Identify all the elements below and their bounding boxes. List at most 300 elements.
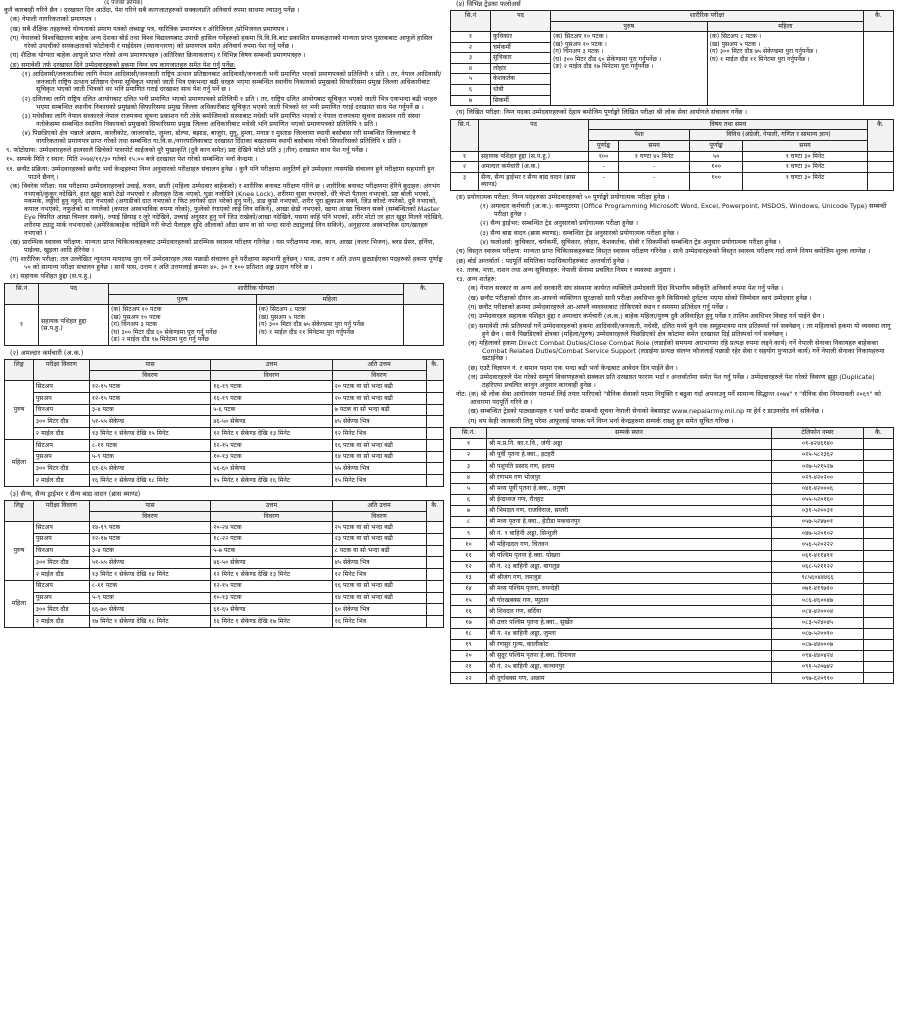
header-remarks: कै. [426, 500, 443, 521]
header-post: पद [491, 11, 551, 32]
contact-sn: १८ [451, 628, 487, 639]
table-cell: १६ मिनेट १ सेकेण्ड देखि १८ मिनेट [89, 475, 210, 487]
contact-place: श्री पूर्वी पृतना हे.क्वा., इटहरी [487, 450, 772, 461]
contact-sn: १४ [451, 584, 487, 595]
contact-sn: १० [451, 539, 487, 550]
table-cell: १६ मिनेट १ सेकेण्ड देखि १७ मिनेट [211, 616, 332, 628]
subheader-detail: विवरण [89, 511, 210, 522]
table-row [5, 616, 444, 628]
contact-place: श्री महिन्द्रदल गण, चितवन [487, 539, 772, 550]
practical-item: १३. अन्य शर्तहरु: [456, 275, 497, 284]
table-cell: - [589, 172, 619, 190]
table-cell: १०० [690, 162, 743, 173]
remarks-cell [426, 592, 443, 604]
table-row [5, 428, 444, 440]
term-item: (ज) उम्मेदवारहरुले पेश गरेको सम्पूर्ण विवरणहरुको सक्कल प्रति दरखास्त फाराम भर्दा र अन्तर्वार्तामा समेत पेश गर्नु पर्नेछ । उम्मेदवारहरुले पेश गरेको विवरण झुट्ठा (Duplicate) ठहरिएमा प्रचलित कानुन अनुसार कारवाही हुनेछ । [468, 373, 875, 389]
table-cell: ५० [690, 151, 743, 162]
t1-header-post: पद [39, 284, 109, 305]
table-cell: १०-१३ पटक [211, 451, 332, 463]
table-cell: १८-२२ पटक [211, 533, 332, 545]
remarks-cell [426, 428, 443, 440]
document-item: (ग) नेपालको विश्वविद्यालय बाहेक अन्य देशका बोर्ड तथा विश्व विद्यालयबाट उपाधी हासिल गर्नेहरुको हकमा त्रि.वि.वि.बाट प्रकाशित समकक्षताको मान्यता प्राप्त पुस्तकबाट आफूले हासिल गरेको उपाधीको समकक्षताको फोटोकपी र माईग्रेसन (स्थानान्तरण) को प्रमाणपत्र समेत अनिवार्य रुपमा पेश गर्नु पर्नेछ । [10, 34, 433, 50]
table-cell: १ घण्टा ४५ मिनेट [619, 151, 690, 162]
table-cell: १२-१५ पटक [211, 439, 332, 451]
table-row [5, 557, 444, 569]
table-cell: १३ मिनेट १ सेकेण्ड देखि १४ मिनेट [89, 569, 210, 581]
table-cell: १६ पटक वा सो भन्दा बढी [332, 580, 426, 592]
t1-female-line: (क) सिटअप ८ पटक [258, 306, 306, 314]
table-cell: १०० [589, 151, 619, 162]
table-row [5, 592, 444, 604]
table-row [5, 381, 444, 393]
table-cell: २० पटक वा सो भन्दा बढी [332, 392, 426, 404]
remarks-cell [864, 572, 894, 583]
t1-female-line: (घ) १ माईल दौड ११ मिनेटमा पुरा गर्नुपर्नेछ [258, 328, 355, 336]
row-post: कुचिकार [491, 32, 551, 43]
physical-fitness-table-1 [4, 283, 444, 346]
male-line: (ङ) २ माईल दौड १७ मिनेटमा पुरा गर्नुपर्नेछ । [553, 63, 654, 71]
table-cell: ५६-६० सेकेण्ड [211, 463, 332, 475]
contact-phone: ०६१-४११४११ [772, 550, 864, 561]
term-item: (च) महिलाको हकमा Direct Combat Duties/Close Combat Role (लडाईको समयमा अग्रभागमा रहि प्रत्यक्ष रुपमा लड्ने कार्य) गर्ने नेपाली सेनाका निकायहरु बाहेकका Combat Related Duties/Combat Service Support (लडाईमा प्रत्यक्ष संलग्न फौजलाई पछाडी रहेर सेवा र सहयोग पुऱ्याउने कार्य) गर्ने नेपाली सेनाका निकायहरुमा खटाईनेछ । [468, 338, 885, 363]
subheader-detail: विवरण [211, 370, 332, 381]
contact-sn: १६ [451, 606, 487, 617]
table-cell: २ माईल दौड [33, 475, 89, 487]
header-male: पुरुष [551, 21, 708, 32]
t1-male-line: (घ) ३०० मिटर दौड ६० सेकेण्डमा पुरा गर्नु पर्नेछ [111, 328, 217, 336]
contact-sn: २२ [451, 673, 487, 684]
group-misc: विविध (अंग्रेजी, नेपाली, गणित र सामान्य ज्ञान) [690, 130, 868, 141]
remarks-cell [864, 528, 894, 539]
remarks-cell [426, 604, 443, 616]
table-cell: ५-९ पटक [89, 592, 210, 604]
female-line: (क) सिटअप ८ पटक । [709, 33, 762, 41]
contact-place: श्री मध्य पूर्वी पृतना हे.क्वा., धनुषा [487, 483, 772, 494]
table-row [5, 416, 444, 428]
table-cell: - [619, 162, 690, 173]
table-row [451, 606, 894, 617]
contact-place: श्री म.प्र.नि. का.र.वि., जंगी अड्डा [487, 439, 772, 450]
header-test: परीक्षा विवरण [33, 360, 89, 381]
remarks-cell [864, 450, 894, 461]
header-remarks: कै. [864, 11, 894, 32]
quota-item: (२) दलितका लागि राष्ट्रिय दलित आयोगबाट दलित भनी प्रमाणित भएको प्रमाणपत्रको प्रतिलिपी १ प्रति । तर, राष्ट्रिय दलित आयोगबाट सूचिकृत भएको जाती भित्र एकभन्दा बढी थरहरु भएमा सम्बन्धित स्थानीय निकायको प्रमुखको सिफारिसमा प्रमुख जिल्ला अधिकारीबाट सूचिकृत भएको जाती भित्रको थर भनी प्रमाणित गराई दरखास्त साथ पेश गर्नुपर्ने छ । [22, 94, 438, 111]
numbered-section: ९. फोटोग्राफ: उम्मेदवारहरुले हालसालै खिचेको पासपोर्ट साईजको पुरै मुखाकृति (दुवै कान समेत) प्रष्ट देखिने फोटो प्रति ३ (तीन) दरखास्त साथ पेश गर्नु पर्नेछ । [6, 146, 368, 155]
subheader: समय [619, 141, 690, 152]
contact-phone: ०९४-४४०४२४ [772, 651, 864, 662]
female-line: (घ) १ माईल दौड ११ मिनेटमा पुरा गर्नुपर्नेछ । [709, 55, 810, 63]
header-post: पद [479, 119, 589, 151]
term-item: (ग) छनौट परीक्षाको क्रममा उम्मेदवारहरुले आ-आफ्नै व्यवस्थाबाट तोकिएको स्थान र समयमा प्रतिवेदन गर्नु पर्नेछ । [468, 303, 728, 312]
table-row [5, 569, 444, 581]
table-cell: १०-१३ पटक [211, 592, 332, 604]
table-cell: ५-९ पटक [89, 451, 210, 463]
table-row [451, 461, 894, 472]
contact-place: श्री ईन्द्रध्वज गण, रौतहट [487, 494, 772, 505]
table-cell: २ माईल दौड [33, 616, 89, 628]
remarks-cell [864, 483, 894, 494]
contact-phone: ०८७-४४०००७ [772, 639, 864, 650]
row-sn: ६ [451, 84, 491, 95]
table-cell: २ माईल दौड [33, 428, 89, 440]
left-column [4, 0, 444, 1024]
header-good: उत्तम [211, 360, 332, 371]
remarks-cell [426, 569, 443, 581]
table-cell: ३-४ पटक [89, 545, 210, 557]
table-cell: ८-११ पटक [89, 439, 210, 451]
table-cell: ६६-७० सेकेण्ड [89, 604, 210, 616]
t1-post: सहायक पशिहत हुद्दा (स.प.हु.) [39, 305, 109, 346]
table-cell: ५५ सेकेण्ड भित्र [332, 463, 426, 475]
document-item: (ख) सबै शैक्षिक तहहरुको योग्यताको प्रमाण पत्रको लब्धाङ्क पत्र, चारित्रिक प्रमाणपत्र र ओरिजिनल /प्रोभिजनल प्रमाणपत्र । [10, 24, 289, 33]
table-row [451, 32, 894, 43]
contact-phone: ०८७-५२००१० [772, 628, 864, 639]
contact-phone: ०८३-५२४०४५ [772, 617, 864, 628]
table-row [451, 628, 894, 639]
table-row [451, 550, 894, 561]
quota-item: (४) पिछडिएको क्षेत्र भन्नाले अछाम, कालीकोट, जाजरकोट, जुम्ला, डोल्पा, बझाङ, बाजुरा, मुगु, हुम्ला, मनाङ र मुस्ताङ जिल्लामा स्थायी बसोबास गरी सम्बन्धित जिल्लाबाट नै नागरिकताको प्रमाणपत्र प्राप्त गरेको तथा सम्बन्धित गा.वि.स./नगरपालिकाबाट दरखास्त दिँदाका बखतसम्म स्थायी बसोबास गरेको सिफारिसको प्रतिलिपि १ प्रति । [22, 128, 416, 145]
contact-sn: २० [451, 651, 487, 662]
male-line: (ग) चिनअप ३ पटक । [553, 48, 604, 56]
practical-item: (४) फलोअर्स: कुचिकार, चर्मकर्मी, सुचिकार, लोहार, केशकर्तक, धोबी र सिकर्मीको सम्बन्धित ट्रेड अनुसार प्रयोगात्मक परीक्षा हुनेछ । [480, 237, 781, 246]
table-row [5, 522, 444, 534]
numbered-section: ११. छनौट प्रक्रिया: उम्मेदवारहरुको छनौट भर्ना केन्द्रहरुमा निम्न अनुसारको परीक्षाहरु संचालन हुनेछ । कुनै पनि परीक्षामा अनुतिर्ण हुने उम्मेदवार त्यसपछि संचालन हुने परीक्षामा सहभागी हुन पाउने छैनन् । [6, 164, 435, 181]
remarks-cell [426, 439, 443, 451]
table-row [451, 561, 894, 572]
table-cell: ३०० मिटर दौड [33, 463, 89, 475]
contact-phone: ०८६-४६००४७ [772, 595, 864, 606]
remarks-cell [864, 461, 894, 472]
table-cell: २ [451, 162, 479, 173]
table-row [451, 651, 894, 662]
remarks-cell [864, 606, 894, 617]
t2-title: (२) अमल्दार कर्मचारी (अ.क.) [10, 349, 84, 357]
contact-phone: ०९७-६२०९१० [772, 673, 864, 684]
contact-phone: ०५६-५२०२२२ [772, 539, 864, 550]
contact-sn: ३ [451, 461, 487, 472]
male-criteria [551, 32, 708, 106]
contact-header: सि.नं. [451, 428, 487, 439]
t1-female-criteria [256, 305, 403, 346]
table-row [451, 617, 894, 628]
contact-place: श्री नं. २३ बाहिनी अड्डा, बागलुङ [487, 561, 772, 572]
row-post: धोबी [491, 84, 551, 95]
remarks-cell [426, 463, 443, 475]
remarks-cell [426, 545, 443, 557]
table-row [451, 494, 894, 505]
subheader-detail: विवरण [211, 511, 332, 522]
contact-phone: ०२५-५८२३६२ [772, 450, 864, 461]
table-cell: ४५ सेकेण्ड भित्र [332, 557, 426, 569]
row-sn: ७ [451, 95, 491, 106]
quota-documents-list [4, 71, 444, 146]
table-row [5, 545, 444, 557]
contact-place: श्री रणभम गण भोजपुर [487, 472, 772, 483]
gender-label: महिला [5, 439, 34, 486]
contact-sn: १ [451, 439, 487, 450]
table-cell: ३०० मिटर दौड [33, 416, 89, 428]
contact-phone: ०६८-५२११२२ [772, 561, 864, 572]
header-test: परीक्षा विवरण [33, 500, 89, 521]
header-remarks: कै. [426, 360, 443, 381]
contact-phone: ०३१-५२००३१ [772, 505, 864, 516]
table-row [5, 392, 444, 404]
contact-phone: ०१-४२४६१४० [772, 439, 864, 450]
subheader: पूर्णाङ्क [690, 141, 743, 152]
table-cell: पुसअप [33, 533, 89, 545]
practical-item: (ङ) प्रयोगात्मक परीक्षा: निम्न पदहरुका उम्मेदवारहरुको ५० पूर्णाङ्को प्रयोगात्मक परीक्षा हुनेछ । [456, 192, 670, 201]
quota-item: (१) आदिवासी/जनजातीका लागि नेपाल आदिवासी/जनजाती राष्ट्रिय उत्थान प्रतिष्ठानबाट आदिवासी/जनजाती भनी प्रमाणित भएको प्रमाणपत्रको प्रतिलिपी १ प्रति । तर, नेपाल आदिवासी/जनजाती राष्ट्रिय उत्थान प्रतिष्ठान ऐनमा सूचिकृत भएको जाती भित्र एकभन्दा बढी थरहरु भएमा सम्बन्धित स्थानीय निकायको प्रमुखको सिफारिसमा प्रमुख जिल्ला अधिकारीबाट सूचिकृत भएको जाती भित्रको थर भनि प्रमाणित गराई दरखास्त साथ पेश गर्नु पर्ने छ । [22, 69, 442, 94]
practical-item: (३) सैन्य बाद्य वादन (ब्रास ब्याण्ड): सम्बन्धित ट्रेड अनुसारको प्रयोगात्मक परीक्षा हुनेछ । [480, 228, 679, 237]
table-cell: १३ मिनेट १ सेकेण्ड देखि १५ मिनेट [89, 428, 210, 440]
table-cell: १२-१५ पटक [89, 381, 210, 393]
table-cell: १५ मिनेट भित्र [332, 475, 426, 487]
t4-title: (४) विभिन्न ट्रेडका फलोअर्स [456, 0, 521, 8]
remarks-cell [864, 505, 894, 516]
contact-place: श्री पशुपति प्रसाद गण, इलाम [487, 461, 772, 472]
notes-list [450, 391, 894, 425]
table-row [5, 533, 444, 545]
contact-phone: ०४७-५२०१०२ [772, 528, 864, 539]
table-cell: ६१-६५ सेकेण्ड [89, 463, 210, 475]
header-excellent: अति उत्तम [332, 360, 426, 371]
table-cell: १४ पटक वा सो भन्दा बढी [332, 451, 426, 463]
remarks-cell [426, 451, 443, 463]
header-gender: लिङ्ग [5, 500, 34, 521]
contact-place: श्री श्रीजंग गण, लमजुङ [487, 572, 772, 583]
contact-place: श्री गोरखबक्स गण, प्युठान [487, 595, 772, 606]
note-item: नोट: (क) श्री लोक सेवा आयोगसंग परामर्श लिई तयार पारिएको "सैनिक सेवाको पदमा नियुक्ति र बढुवा गर्दा अपनाउनु पर्ने सामान्य सिद्धान्त २०७४" र "सैनिक सेवा नियमावली २०६९" को आधारमा पदपूर्ति गरिने छ । [456, 390, 881, 407]
table-row [451, 673, 894, 684]
physical-test-table-2 [4, 359, 444, 487]
practical-exam-list [450, 194, 894, 284]
header-excellent: अति उत्तम [332, 500, 426, 511]
header-fitness: शारीरिक परीक्षा [551, 11, 864, 22]
table-cell: ६१-६५ सेकेण्ड [211, 604, 332, 616]
table-row [5, 439, 444, 451]
other-terms-list [450, 285, 894, 389]
remarks-cell [868, 172, 894, 190]
table-cell: - [589, 162, 619, 173]
contact-sn: ५ [451, 483, 487, 494]
male-line: (घ) ३०० मिटर दौड ६० सेकेण्डमा पुरा गर्नुपर्नेछ । [553, 55, 662, 63]
table-row [451, 528, 894, 539]
remarks-cell [864, 595, 894, 606]
table-row [451, 662, 894, 673]
row-sn: १ [451, 32, 491, 43]
row-sn: ५ [451, 74, 491, 85]
remarks-cell [864, 639, 894, 650]
contact-sn: १३ [451, 572, 487, 583]
contact-header: सम्पर्क स्थान [487, 428, 772, 439]
contact-sn: ८ [451, 517, 487, 528]
table-cell: १७ मिनेट १ सेकेण्ड देखि १८ मिनेट [89, 616, 210, 628]
contact-sn: ४ [451, 472, 487, 483]
table-cell: सहायक पशिहत हुद्दा (स.प.हु.) [479, 151, 589, 162]
contact-sn: ९ [451, 528, 487, 539]
table-row [451, 151, 894, 162]
contact-place: श्री रणसुर गुल्म, कालीकोट [487, 639, 772, 650]
contact-place: श्री शिवदल गण, बर्दिया [487, 606, 772, 617]
contact-place: श्री पश्चिम पृतना हे.क्वा. पोखरा [487, 550, 772, 561]
term-item: (ङ) समावेशी तर्फ प्रतिस्पर्धा गर्ने उम्मेदवारहरुको हकमा आदिवासी/जनजाती, मधेसी, दलित मध्ये कुनै एक समूहमात्रमा मात्र प्रतिस्पर्धा गर्न सक्नेछन् । तर महिलाको हकमा यो व्यवस्था लागु हुने छैन । साथै पिछडिएको क्षेत्रका (महिला/पुरुष) उम्मेदवारहरुले पिछडिएको क्षेत्र कोटामा समेत दरखास्त दिई प्रतिस्पर्धा गर्न सक्नेछन् । [468, 321, 891, 338]
contact-sn: ७ [451, 505, 487, 516]
row-post: सिकर्मी [491, 95, 551, 106]
practical-item: (छ) बोर्ड अन्तर्वार्ता : पदपूर्ति समितिका पदाधिकारीहरुबाट अन्तर्वार्ता हुनेछ । [456, 256, 629, 265]
t1-header-remarks: कै. [404, 284, 444, 305]
table-row [451, 162, 894, 173]
contact-sn: २१ [451, 662, 487, 673]
document-item: (क) नेपाली नागरिकताको प्रमाणपत्र । [10, 15, 96, 24]
t1-header-male: पुरुष [109, 294, 257, 305]
practical-item: (च) विस्तृत स्वास्थ्य परीक्षण: मान्यता प्राप्त चिकित्सकहरुबाट विस्तृत स्वास्थ्य परीक्षण गरिनेछ । साथै उम्मेदवारहरुको विस्तृत स्वास्थ्य परीक्षण गर्दा लाग्ने नियम बमोजिम शुल्क लाग्नेछ । [456, 247, 871, 256]
written-exam-intro: (घ) लिखित परीक्षा: निम्न पदका उम्मेदवारहरुको देहाय बमोजिम पूर्णाङ्को लिखित परीक्षा श्री लोक सेवा आयोगले संचालन गर्नेछ । [456, 108, 747, 117]
remarks-cell [426, 381, 443, 393]
right-column [450, 0, 894, 1024]
contact-phone: ०२७-५२१५२७ [772, 461, 864, 472]
term-item: (क) नेपाल सरकार वा अन्य अर्ध सरकारी संघ संस्थामा कार्यरत व्यक्तिले उम्मेदवारी दिंदा विभागीय स्वीकृति अनिवार्य रुपमा पेश गर्नु पर्नेछ । [468, 284, 784, 293]
remarks-cell [426, 580, 443, 592]
table-cell: १ घण्टा ३० मिनेट [743, 162, 868, 173]
contact-sn: २ [451, 450, 487, 461]
table-cell: सिटअप [33, 381, 89, 393]
table-cell: १६-१९ पटक [211, 392, 332, 404]
table-cell: १२ मिनेट १ सेकेण्ड देखि १३ मिनेट [211, 428, 332, 440]
table-row [5, 475, 444, 487]
table-row [451, 639, 894, 650]
remarks-cell [426, 533, 443, 545]
table-cell: - [619, 172, 690, 190]
table-cell: पुसअप [33, 592, 89, 604]
contact-place: श्री उत्तर पश्चिम पृतना हे.क्वा., सुर्खेत [487, 617, 772, 628]
table-row [451, 539, 894, 550]
table-cell: १६ पटक वा सो भन्दा बढी [332, 439, 426, 451]
contact-place: श्री दुर्गाबक्स गण, अछाम [487, 673, 772, 684]
t1-header-fitness: शारीरिक योग्यता [109, 284, 404, 295]
table-cell: १ [451, 151, 479, 162]
table-cell: १ घण्टा ३० मिनेट [743, 172, 868, 190]
document-item: (घ) शैक्षिक योग्यता बाहेक आफूले प्राप्त गरेको अन्य प्रमाणपत्रहरु (अतिरिक्त क्रियाकलाप) र विभिन्न विषय सम्बन्धी प्रमाणपत्रहरु । [10, 51, 306, 60]
term-item: (छ) एउटै विज्ञापन नं. र समान पदमा एक भन्दा बढी भर्ना केन्द्रबाट आवेदन दिन पाईने छैन । [468, 363, 678, 372]
table-row [451, 172, 894, 190]
group-profession: पेशा [589, 130, 690, 141]
continuation-note: (६ पेजको क्रमिक) [104, 0, 143, 6]
t1-sn: १ [5, 305, 39, 346]
remarks-cell [426, 475, 443, 487]
header-sn: सि.नं [451, 11, 491, 32]
remarks-cell [426, 522, 443, 534]
remarks-cell [864, 472, 894, 483]
table-cell: १५ मिनेट १ सेकेण्ड देखि १६ मिनेट [211, 475, 332, 487]
table-row [451, 517, 894, 528]
written-exam-table [450, 119, 894, 191]
t1-header-sn: सि.नं [5, 284, 39, 305]
table-cell: ५-६ पटक [211, 404, 332, 416]
table-row [451, 584, 894, 595]
contact-header: टेलिफोन नम्बर [772, 428, 864, 439]
table-cell: ३ [451, 172, 479, 190]
table-cell: २३ पटक वा सो भन्दा बढी [332, 533, 426, 545]
note-item: (ख) सम्बन्धित ट्रेडको पाठ्यक्रमहरु र भर्ना छनौट सम्बन्धी सूचना नेपाली सेनाको वेबसाइट www.nepalarmy.mil.np मा हेर्न र डाउनलोड गर्न सकिनेछ । [468, 407, 824, 416]
male-line: (क) सिटअप १० पटक । [553, 33, 608, 41]
quota-heading: (ङ) समावेशी तर्फ दरखास्त दिने उम्मेदवारहरुको हकमा निम्न थप कागजातहरु समेत पेश गर्नु पर्नेछ: [10, 60, 236, 69]
remarks-cell [864, 561, 894, 572]
selection-item: (ग) शारीरिक परीक्षा: तल उल्लेखित न्यूनतम मापदण्ड पुरा गर्ने उम्मेदवारहरु त्यस पछाडी संचालन हुने परीक्षामा सहभागी हुनेछन् । पास, उत्तम र अति उत्तम छुट्याईएका पदहरुको हकमा पूर्णाङ्क ५० को सामान्य परीक्षा संचालन हुनेछ । साथै पास, उत्तम र अति उत्तमलाई क्रमशः ४०, ३० र १०० प्रतिशत अङ्क प्रदान गरिने छ । [10, 255, 443, 271]
subheader: समय [743, 141, 868, 152]
contact-phone: ०२९-४२०२०० [772, 472, 864, 483]
row-post: चर्मकर्मी [491, 42, 551, 53]
table-row [451, 439, 894, 450]
t1-female-line: (ख) पुसअप ५ पटक [258, 313, 305, 321]
table-cell: १२ मिनेट १ सेकेण्ड देखि १३ मिनेट [211, 569, 332, 581]
t1-male-line: (ङ) २ माईल दौड १७ मिनेटमा पुरा गर्नु पर्नेछ [111, 336, 209, 344]
header-pass: पास [89, 500, 210, 511]
table-cell: ४६-५० सेकेण्ड [211, 557, 332, 569]
table-cell: ३-४ पटक [89, 404, 210, 416]
male-line: (ख) पुसअप १० पटक । [553, 40, 607, 48]
table-cell: ४६-५० सेकेण्ड [211, 416, 332, 428]
row-sn: ४ [451, 63, 491, 74]
contact-phone: ०७१-४१९७१० [772, 584, 864, 595]
table-row [5, 404, 444, 416]
t1-male-line: (ग) चिनअप ३ पटक [111, 321, 158, 329]
table-cell: सिटअप [33, 439, 89, 451]
t1-header-female: महिला [256, 294, 403, 305]
table-cell: २० पटक वा सो भन्दा बढी [332, 381, 426, 393]
table-cell: ६० सेकेण्ड भित्र [332, 604, 426, 616]
gender-label: पुरुष [5, 381, 34, 440]
table-cell: ३०० मिटर दौड [33, 557, 89, 569]
contact-place: श्री सुदूर पश्चिम पृतना हे.क्वा. दिपायल [487, 651, 772, 662]
remarks-cell [864, 617, 894, 628]
selection-process-list [4, 183, 444, 281]
contact-sn: १७ [451, 617, 487, 628]
contact-place: श्री नं. २५ बाहिनी अड्डा, कञ्चनपुर [487, 662, 772, 673]
note-item: (ग) थप केही जानकारी लिनु परेमा आफूलाई पायक पर्ने निम्न भर्ना केन्द्रहरुमा सम्पर्क राख्नु हुन समेत सूचित गरिन्छ । [468, 416, 734, 425]
practical-item: (२) सैन्य ड्राईभर: सम्बन्धित ट्रेड अनुसारको प्रयोगात्मक परीक्षा हुनेछ । [480, 219, 638, 228]
header-subject: विषय तथा समय [589, 119, 868, 130]
female-criteria [707, 32, 863, 106]
contact-phone: ०५७-५२४७०१ [772, 517, 864, 528]
table-row [5, 604, 444, 616]
table-cell: ३०० मिटर दौड [33, 604, 89, 616]
selection-item: (१) सहायक पशिहत हुद्दा (स.प.हु.) [10, 272, 92, 281]
female-line: (ख) पुसअप ५ पटक । [709, 40, 761, 48]
selection-item: (क) विवरेक परीक्षा: यस परीक्षामा उम्मेदवारहरुको उचाई, वजन, छाती (महिला उम्मेदवार बाहेकको) र शारीरिक बनावट परीक्षण गरिने छ । शारीरिक बनावट परीक्षणमा हेरिने बुदाहरु: अंगभंग नभएको/कुकुर नदेखिने, हात खुट्टा बाङो टेढो नभएको र औलाहरु ठिक भएको, घुडा नजोडिने (Knee Lock), शरीरमा सुसा नभएको, धेरै चेप्टो पैताला नभएको, प्रष्ट बोली भएको, मकमके, लठ्ठीरो हुनु नहुने, दात नभएको (अगाडीको दात नभएको र फिट लागेको दात भरेको हुनु पर्ने), डाढ कुप्रो नभएको, शरीर पूरा झुकाउन सक्ने, जिउ कोल्टे नपरेको, दुवै नभएको, कपाल नभएको, नफुलेको वा नगलेको (कपाल अस्वभाविक रुपमा नरेको), फुलेको रंगाएको लाई लिन सकिने), आखा छेडो नभएको, खाया आखा चिम्लन सक्ने (सम्बन्धितको Master Eye विपरित आखा चिम्लन सक्ने), ज्याई छिपाइ र लुरे नदेखिने, उच्चाई अनुसार हुनु पर्ने जिउ राखेको/आखा नदेखिने, यसमा कहिं पनि भएको, शरीर मोटो तर हात खुट्टा मिलने नदेखिने, शरीरमा ट्याटु मार्क नभनाएको (अमेरिकाबाहेक नदेखिने गरी चेप्टो पैलाहरु सुदि औलाको औठा छाप वा सो भन्दा सानो ट्याटुलाई लिन सकिने), अनुहारमा अस्वभाविक दाग/खतहरु नभएको । [10, 181, 444, 237]
t3-title: (३) सैन्य, सैन्य ड्राईभर र सैन्य बाद्य वादन (ब्रास ब्याण्ड) [10, 489, 141, 498]
remarks-cell [864, 662, 894, 673]
remarks-cell [864, 439, 894, 450]
table-cell: १०० [690, 172, 743, 190]
contact-place: श्री नं. २४ बाहिनी अड्डा, जुम्ला [487, 628, 772, 639]
remarks-cell [426, 404, 443, 416]
contact-phone: ०८४-४२०००४ [772, 606, 864, 617]
table-cell: ५१-५५ सेकेण्ड [89, 557, 210, 569]
gender-label: पुरुष [5, 522, 34, 581]
table-cell: ८ पटक वा सो भन्दा बढी [332, 545, 426, 557]
remarks-cell [864, 628, 894, 639]
remarks-cell [864, 651, 894, 662]
table-cell: १ घण्टा ३० मिनेट [743, 151, 868, 162]
remarks-cell [864, 32, 894, 106]
table-cell: चिनअप [33, 545, 89, 557]
remarks-cell [426, 557, 443, 569]
table-cell: सिटअप [33, 580, 89, 592]
remarks-cell [864, 584, 894, 595]
followers-table [450, 10, 894, 106]
table-cell: १४ पटक वा सो भन्दा बढी [332, 592, 426, 604]
table-cell: २ माईल दौड [33, 569, 89, 581]
